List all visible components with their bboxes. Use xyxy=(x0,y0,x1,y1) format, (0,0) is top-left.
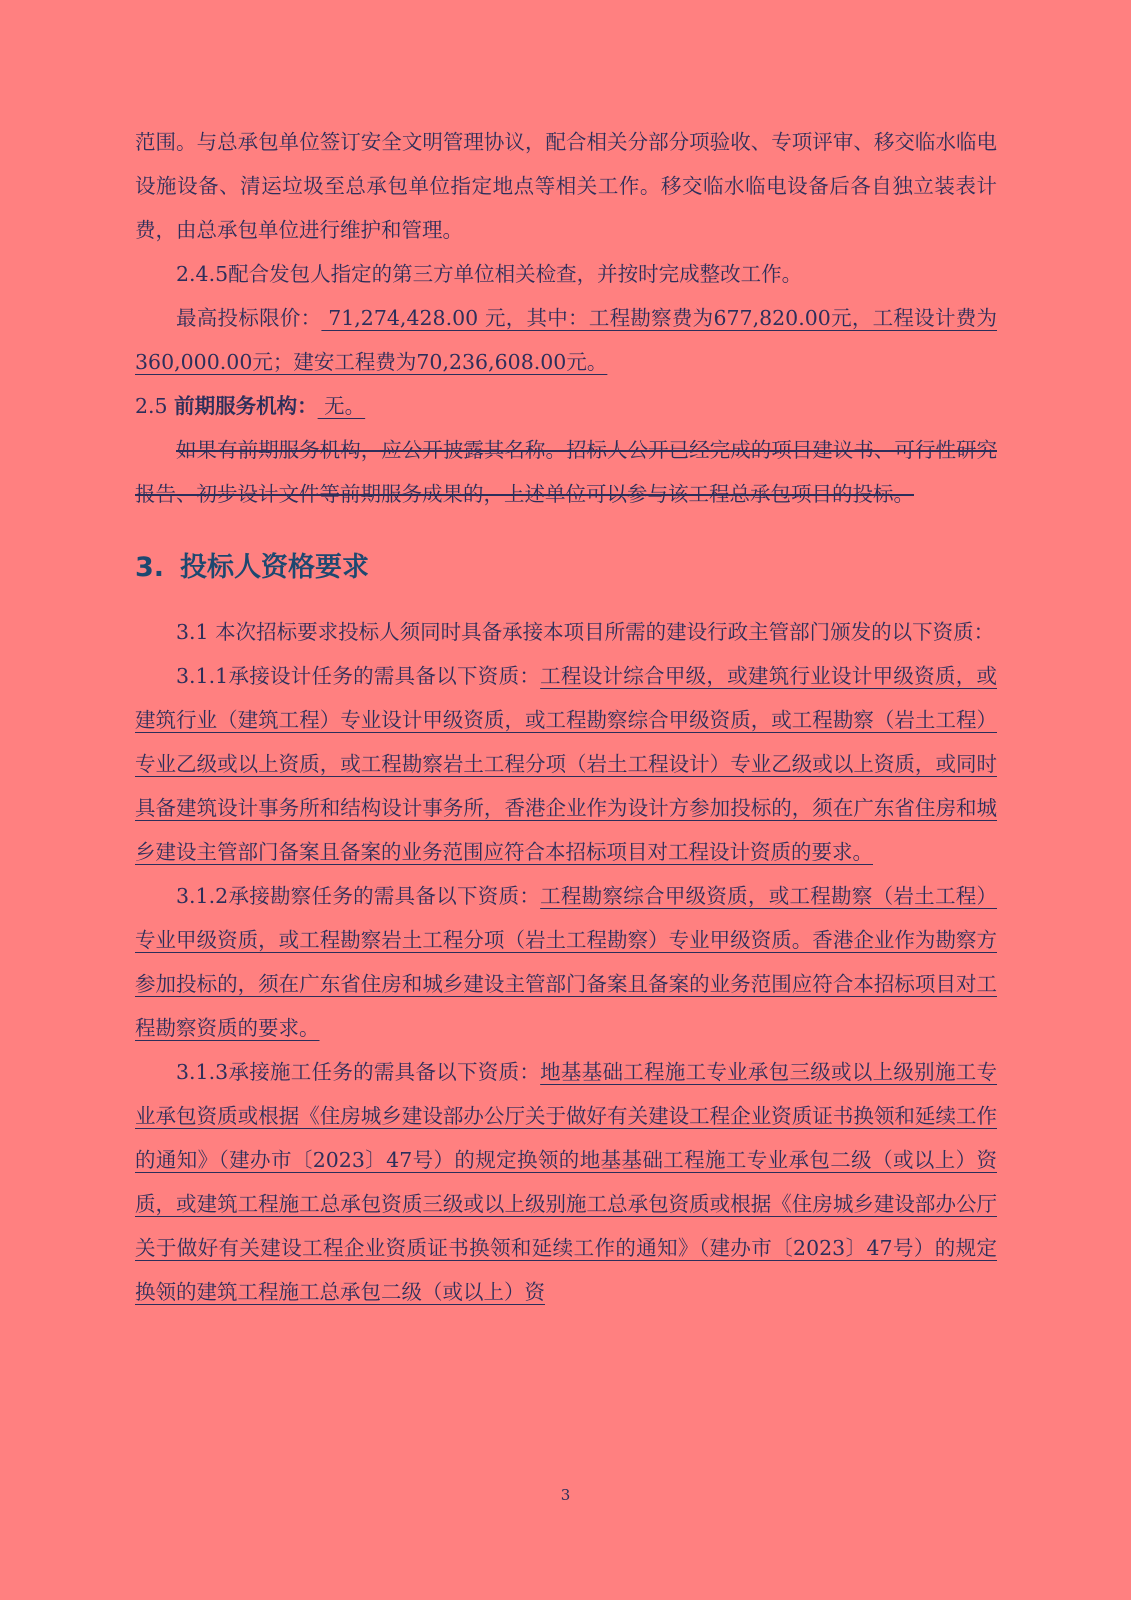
paragraph-3-1: 3.1 本次招标要求投标人须同时具备承接本项目所需的建设行政主管部门颁发的以下资质： xyxy=(176,620,995,644)
section-3-1-2-label: 3.1.2承接勘察任务的需具备以下资质： xyxy=(176,884,541,908)
section-3-1-3-label: 3.1.3承接施工任务的需具备以下资质： xyxy=(176,1060,541,1084)
paragraph-3-1-2 xyxy=(135,874,997,1050)
section-3-1-1-value: 工程设计综合甲级，或建筑行业设计甲级资质，或建筑行业（建筑工程）专业设计甲级资质，或工程勘察综合甲级资质，或工程勘察（岩土工程）专业乙级或以上资质，或工程勘察岩土工程分项（岩土工程设计）专业乙级或以上资质，或同时具备建筑设计事务所和结构设计事务所，香港企业作为设计方参加投标的，须在广东省住房和城乡建设主管部门备案且备案的业务范围应符合本招标项目对工程设计资质的要求。 xyxy=(135,664,998,864)
section-3-1-3-value: 地基基础工程施工专业承包三级或以上级别施工专业承包资质或根据《住房城乡建设部办公厅关于做好有关建设工程企业资质证书换领和延续工作的通知》（建办市〔2023〕47号）的规定换领的地基基础工程施工专业承包二级（或以上）资质，或建筑工程施工总承包资质三级或以上级别施工总承包资质或根据《住房城乡建设部办公厅关于做好有关建设工程企业资质证书换领和延续工作的通知》（建办市〔2023〕47号）的规定换领的建筑工程施工总承包二级（或以上）资 xyxy=(135,1060,998,1304)
paragraph-scope: 范围。与总承包单位签订安全文明管理协议，配合相关分部分项验收、专项评审、移交临水临电设施设备、清运垃圾至总承包单位指定地点等相关工作。移交临水临电设备后各自独立装表计费，由总承包单位进行维护和管理。 xyxy=(135,130,997,242)
section-2-5-value: 无。 xyxy=(317,394,366,418)
page-number: 3 xyxy=(560,1486,571,1504)
paragraph-3-1-1 xyxy=(135,654,997,874)
document-page xyxy=(135,120,997,1314)
section-3-title: 投标人资格要求 xyxy=(180,552,370,583)
section-3-1-2-value: 工程勘察综合甲级资质，或工程勘察（岩土工程）专业甲级资质，或工程勘察岩土工程分项（岩土工程勘察）专业甲级资质。香港企业作为勘察方参加投标的，须在广东省住房和城乡建设主管部门备案且备案的业务范围应符合本招标项目对工程勘察资质的要求。 xyxy=(135,884,998,1040)
section-2-5-number: 2.5 xyxy=(135,394,175,418)
paragraph-2-5 xyxy=(135,384,997,428)
paragraph-2-5-struck: 如果有前期服务机构，应公开披露其名称。招标人公开已经完成的项目建议书、可行性研究报告、初步设计文件等前期服务成果的，上述单位可以参与该工程总承包项目的投标。 xyxy=(135,438,997,506)
section-3-number: 3. xyxy=(135,552,165,583)
paragraph-2-4-5: 2.4.5配合发包人指定的第三方单位相关检查，并按时完成整改工作。 xyxy=(176,262,803,286)
section-2-5-label: 前期服务机构： xyxy=(174,394,318,418)
paragraph-3-1-3 xyxy=(135,1050,997,1314)
section-3-heading xyxy=(135,536,997,600)
paragraph-max-bid-price xyxy=(135,296,997,384)
section-3-1-1-label: 3.1.1承接设计任务的需具备以下资质： xyxy=(176,664,541,688)
max-bid-price-label: 最高投标限价： xyxy=(176,306,322,330)
max-bid-price-value: 71,274,428.00 元，其中：工程勘察费为677,820.00元，工程设计费为360,000.00元；建安工程费为70,236,608.00元。 xyxy=(135,306,997,374)
